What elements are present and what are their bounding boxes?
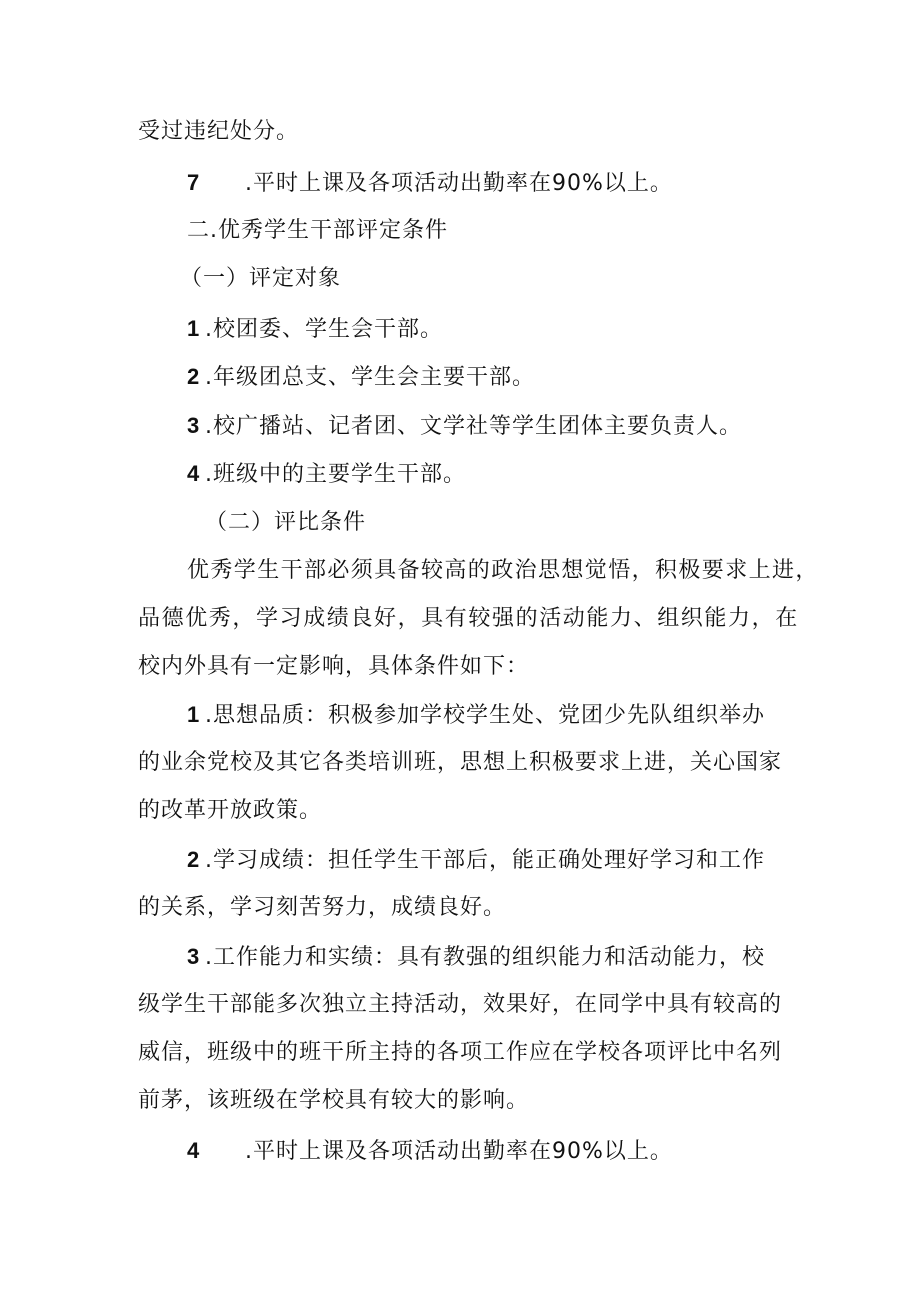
list-number: 4: [187, 461, 201, 486]
list-item: [187, 411, 742, 442]
subsection-heading: [180, 264, 341, 294]
paragraph-text: 的业余党校及其它各类培训班，思想上积极要求上进，关心国家: [138, 750, 783, 775]
paragraph-text: 级学生干部能多次独立主持活动，效果好，在同学中具有较高的: [138, 992, 783, 1017]
paragraph-line: [138, 652, 529, 682]
list-text: .校团委、学生会干部。: [205, 317, 443, 342]
paragraph-text: 优秀学生干部必须具备较高的政治思想觉悟，积极要求上进，: [187, 558, 819, 583]
section-heading-text: 二.优秀学生干部评定条件: [187, 218, 448, 243]
paragraph-line: [187, 556, 819, 586]
list-text: .校广播站、记者团、文学社等学生团体主要负责人。: [205, 414, 742, 439]
text-line: [138, 117, 299, 147]
list-item: [187, 845, 765, 876]
list-text: .平时上课及各项活动出勤率在90%以上。: [245, 171, 673, 196]
list-number: 3: [187, 944, 201, 969]
list-text: .思想品质：积极参加学校学生处、党团少先队组织举办: [205, 703, 765, 728]
list-number: 1: [187, 316, 201, 341]
paragraph-text: 的改革开放政策。: [138, 798, 323, 823]
paragraph-line: [138, 893, 506, 923]
paragraph-text: 威信，班级中的班干所主持的各项工作应在学校各项评比中名列: [138, 1040, 783, 1065]
list-number: 2: [187, 364, 201, 389]
list-item: [187, 1136, 673, 1167]
list-item: [187, 942, 765, 973]
list-item: [187, 362, 535, 393]
paragraph-line: [138, 1038, 782, 1068]
list-text: .班级中的主要学生干部。: [205, 462, 466, 487]
subsection-heading-text: （二）评比条件: [205, 510, 367, 535]
list-text: .工作能力和实绩：具有教强的组织能力和活动能力，校: [205, 945, 765, 970]
paragraph-line: [138, 748, 782, 778]
paragraph-text: 校内外具有一定影响，具体条件如下：: [138, 654, 530, 679]
line-text: 受过违纪处分。: [138, 119, 300, 144]
list-number: 2: [187, 847, 201, 872]
section-heading: [187, 216, 448, 246]
paragraph-text: 前茅，该班级在学校具有较大的影响。: [138, 1088, 530, 1113]
list-item: [187, 700, 765, 731]
list-number: 4: [187, 1138, 201, 1163]
list-text: .学习成绩：担任学生干部后，能正确处理好学习和工作: [205, 848, 765, 873]
list-number: 7: [187, 170, 201, 195]
paragraph-line: [138, 796, 322, 826]
list-item: [187, 314, 443, 345]
paragraph-line: [138, 1086, 529, 1116]
paragraph-text: 的关系，学习刻苦努力，成绩良好。: [138, 895, 507, 920]
list-text: .平时上课及各项活动出勤率在90%以上。: [245, 1139, 673, 1164]
paragraph-line: [138, 990, 782, 1020]
list-text: .年级团总支、学生会主要干部。: [205, 365, 535, 390]
list-number: 1: [187, 702, 201, 727]
subsection-heading: [205, 508, 366, 538]
paragraph-text: 品德优秀，学习成绩良好，具有较强的活动能力、组织能力，在: [138, 606, 799, 631]
subsection-heading-text: （一）评定对象: [180, 266, 342, 291]
paragraph-line: [138, 604, 799, 634]
list-number: 3: [187, 413, 201, 438]
list-item: [187, 459, 466, 490]
list-item: [187, 168, 673, 199]
